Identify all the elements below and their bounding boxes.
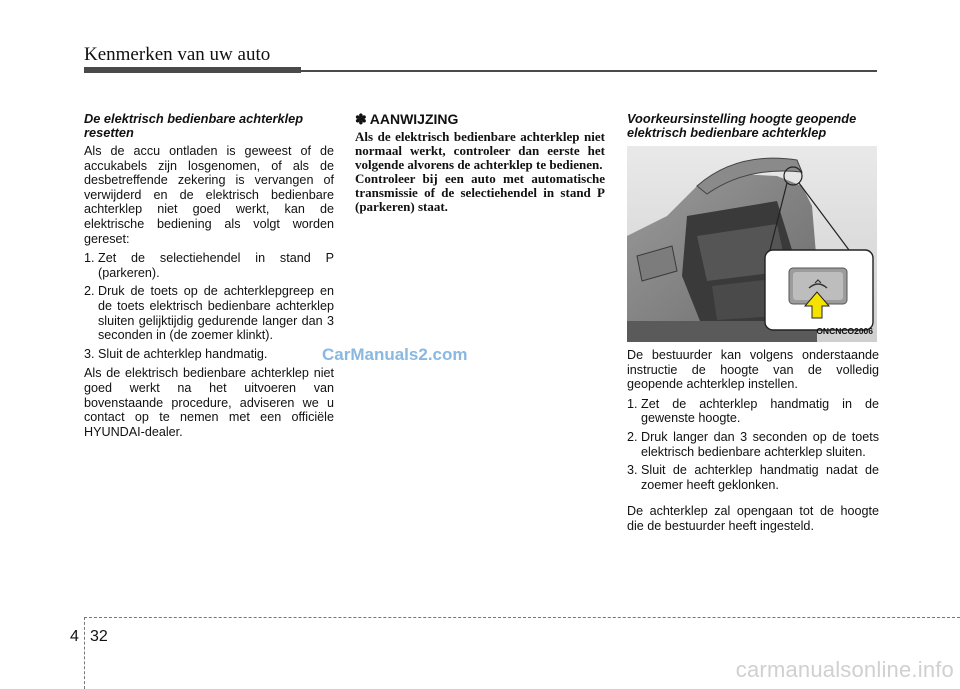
footer-rule-horizontal [84,617,960,618]
section-heading-reset: De elektrisch bedienbare achterklep resetten [84,111,304,140]
column-note [355,112,605,214]
chapter-number: 4 [70,628,79,645]
reset-intro: Als de accu ontladen is geweest of de accukabels zijn losgenomen, of als de desbetreffende zekering is vervangen of verwijderd en de elektrisch bedienbare achterklep niet goed werkt, kan de elektrische bediening als volgt worden gereset: [84,144,334,246]
step-text: Druk de toets op de achterklepgreep en de toets elektrisch bedienbare achterklep sluiten gelijktijdig gedurende langer dan 3 seconden in (de zoemer klinkt). [98,284,334,343]
step-text: Sluit de achterklep handmatig. [98,346,268,361]
tailgate-illustration [627,146,877,342]
list-item [627,430,879,459]
step-number: 2. [627,429,638,444]
reset-outro: Als de elektrisch bedienbare achterklep niet goed werkt na het uitvoeren van bovenstaande procedure, adviseren we u contact op te nemen met een officiële HYUNDAI-dealer. [84,366,334,439]
reset-steps [84,251,334,361]
step-number: 2. [84,284,95,299]
column-height-setting [627,112,879,539]
image-code: ONCNCO2006 [816,326,873,337]
step-text: Zet de selectiehendel in stand P (parkeren). [98,251,334,280]
page-title: Kenmerken van uw auto [84,44,271,65]
note-title [355,112,605,127]
header-rule-thin [301,70,877,72]
tailgate-car-image [627,146,877,342]
step-text: Druk langer dan 3 seconden op de toets elektrisch bedienbare achterklep sluiten. [641,429,879,459]
list-item [84,347,334,362]
list-item [627,397,879,426]
site-watermark-link[interactable]: carmanualsonline.info [735,657,954,682]
watermark-link[interactable]: CarManuals2.com [322,345,468,364]
page-number: 32 [90,628,108,645]
note-star-icon: ✽ [355,111,367,127]
note-title-text: AANWIJZING [369,111,459,127]
header-rule-thick [84,67,301,73]
list-item [84,284,334,342]
step-number: 1. [84,251,95,266]
step-number: 3. [627,463,638,478]
section-heading-height: Voorkeursinstelling hoogte geopende elektrisch bedienbare achterklep [627,111,857,140]
step-text: Sluit de achterklep handmatig nadat de zoemer heeft geklonken. [641,463,879,492]
list-item [627,463,879,492]
column-reset [84,112,334,444]
height-steps [627,397,879,493]
height-outro: De achterklep zal opengaan tot de hoogte die de bestuurder heeft ingesteld. [627,504,879,533]
height-intro: De bestuurder kan volgens onderstaande instructie de hoogte van de volledig geopende achterklep instellen. [627,348,879,392]
step-number: 1. [627,396,638,411]
list-item [84,251,334,280]
footer-rule-vertical [84,617,85,689]
step-text: Zet de achterklep handmatig in de gewenste hoogte. [641,396,879,426]
note-text-2: Controleer bij een auto met automatische transmissie of de selectiehendel in stand P (parkeren) staat. [355,170,605,214]
step-number: 3. [84,346,95,361]
note-text-1: Als de elektrisch bedienbare achterklep niet normaal werkt, controleer dan eerste het volgende alvorens de achterklep te bedienen. [355,128,605,172]
